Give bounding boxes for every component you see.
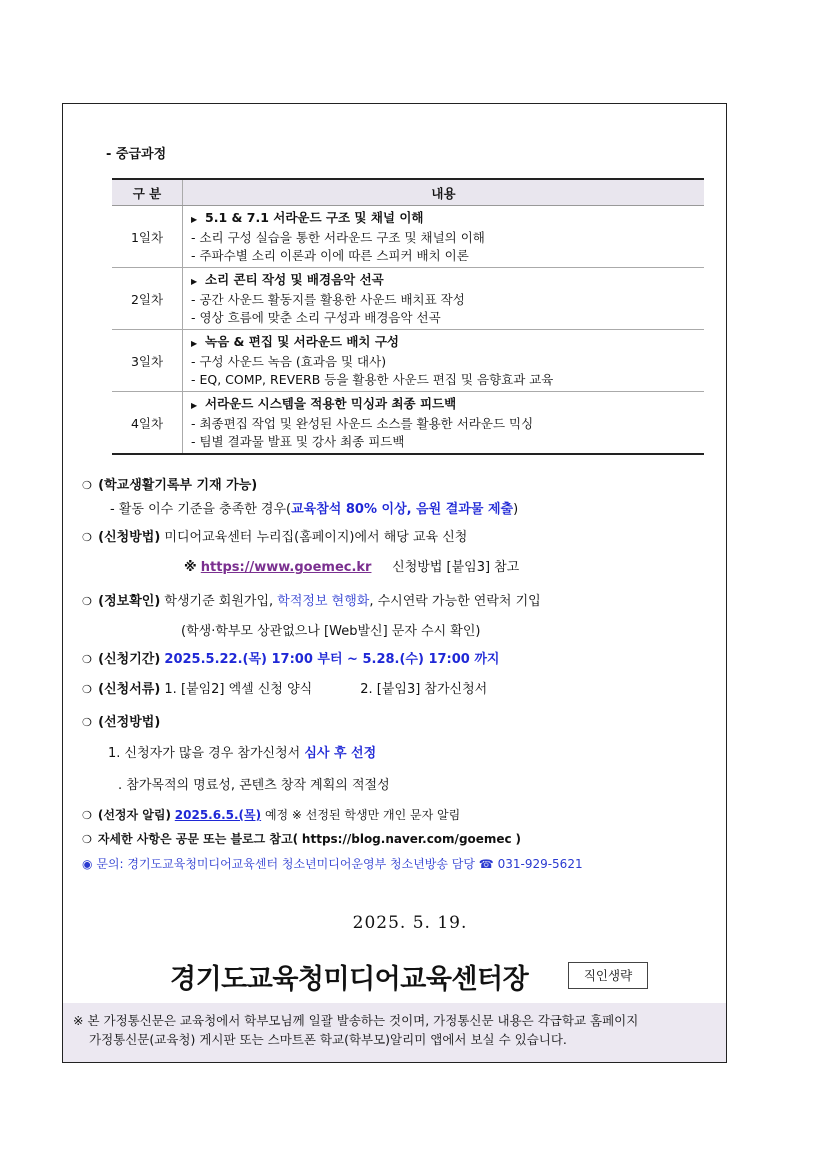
table-row [112,392,704,455]
table-row [112,206,704,268]
selection-heading: ❍ (선정방법) [82,715,161,730]
row-item: - 팀별 결과물 발표 및 강사 최종 피드백 [191,433,405,449]
column-header-content: 내용 [183,179,705,206]
circle-bullet-icon: ❍ [82,653,92,666]
record-detail: - 활동 이수 기준을 충족한 경우(교육참석 80% 이상, 음원 결과물 제출) [110,502,519,517]
row-item: - 영상 흐름에 맞춘 소리 구성과 배경음악 선곡 [191,309,441,325]
table-header-row [112,179,704,206]
apply-line: ❍ (신청방법) 미디어교육센터 누리집(홈페이지)에서 해당 교육 신청 [82,530,468,545]
selection-line2: . 참가목적의 명료성, 콘텐츠 창작 계획의 적절성 [118,778,390,793]
day-cell: 1일차 [112,206,183,268]
footer-notice [63,1003,726,1062]
row-title: ▶ 5.1 & 7.1 서라운드 구조 및 채널 이해 [191,209,704,229]
apply-note: ※ https://www.goemec.kr 신청방법 [붙임3] 참고 [184,560,520,575]
notice-line: ❍ (선정자 알림) 2025.6.5.(목) 예정 ※ 선정된 학생만 개인 문자 알림 [82,808,461,822]
docs-line: ❍ (신청서류) 1. [붙임2] 엑셀 신청 양식 2. [붙임3] 참가신청서 [82,682,488,697]
blog-link[interactable]: https://blog.naver.com/goemec [301,832,512,846]
section-title: - 중급과정 [106,147,167,162]
day-cell: 2일차 [112,268,183,330]
document-date: 2025. 5. 19. [352,913,468,933]
footer-line1: ※ 본 가정통신문은 교육청에서 학부모님께 일괄 발송하는 것이며, 가정통신문 내용은 각급학교 홈페이지 [73,1013,639,1028]
schedule-table [112,178,704,455]
row-item: - 구성 사운드 녹음 (효과음 및 대사) [191,353,387,369]
table-row [112,330,704,392]
triangle-bullet-icon: ▶ [191,338,198,348]
row-item: - 소리 구성 실습을 통한 서라운드 구조 및 채널의 이해 [191,229,485,245]
circle-bullet-icon: ❍ [82,809,92,822]
day-cell: 4일차 [112,392,183,455]
contact-line: ◉ 문의: 경기도교육청미디어교육센터 청소년미디어운영부 청소년방송 담당 ☎ 031-929-5621 [82,857,583,871]
content-cell [183,268,705,330]
info-line2: (학생·학부모 상관없으나 [Web발신] 문자 수시 확인) [181,624,481,639]
row-title: ▶ 서라운드 시스템을 적용한 믹싱과 최종 피드백 [191,395,704,415]
day-cell: 3일차 [112,330,183,392]
selection-highlight: 심사 후 선정 [304,746,377,761]
selection-line1: 1. 신청자가 많을 경우 참가신청서 심사 후 선정 [108,746,377,761]
record-heading: ❍ (학교생활기록부 기재 가능) [82,478,258,493]
row-title: ▶ 소리 콘티 작성 및 배경음악 선곡 [191,271,704,291]
detail-line: ❍ 자세한 사항은 공문 또는 블로그 참고( https://blog.naver.com/goemec ) [82,832,521,846]
stamp-omitted: 직인생략 [568,962,648,989]
column-header-day: 구 분 [112,179,183,206]
circle-bullet-icon: ❍ [82,833,92,846]
circle-bullet-icon: ❍ [82,683,92,696]
contact-mark-icon: ◉ [82,857,93,871]
circle-bullet-icon: ❍ [82,479,92,492]
row-item: - 최종편집 작업 및 완성된 사운드 소스를 활용한 서라운드 믹싱 [191,415,534,431]
notice-date: 2025.6.5.(목) [174,808,262,822]
triangle-bullet-icon: ▶ [191,276,198,286]
content-cell [183,330,705,392]
triangle-bullet-icon: ▶ [191,214,198,224]
info-line: ❍ (정보확인) 학생기준 회원가입, 학적정보 현행화, 수시연락 가능한 연락처 기입 [82,594,541,609]
content-cell [183,392,705,455]
triangle-bullet-icon: ▶ [191,400,198,410]
homepage-link[interactable]: https://www.goemec.kr [200,560,372,575]
row-title: ▶ 녹음 & 편집 및 서라운드 배치 구성 [191,333,704,353]
phone-icon: ☎ [478,857,494,871]
row-item: - EQ, COMP, REVERB 등을 활용한 사운드 편집 및 음향효과 교육 [191,371,554,387]
table-row [112,268,704,330]
row-item: - 공간 사운드 활동지를 활용한 사운드 배치표 작성 [191,291,465,307]
signature: 경기도교육청미디어교육센터장 [170,964,529,995]
circle-bullet-icon: ❍ [82,716,92,729]
period-line: ❍ (신청기간) 2025.5.22.(목) 17:00 부터 ~ 5.28.(수) 17:00 까지 [82,652,500,667]
footer-line2: 가정통신문(교육청) 게시판 또는 스마트폰 학교(학부모)알리미 앱에서 보실 수 있습니다. [89,1032,567,1047]
content-cell [183,206,705,268]
circle-bullet-icon: ❍ [82,595,92,608]
contact-phone: 031-929-5621 [497,857,583,871]
circle-bullet-icon: ❍ [82,531,92,544]
record-highlight: 교육참석 80% 이상, 음원 결과물 제출 [291,502,514,517]
period-value: 2025.5.22.(목) 17:00 부터 ~ 5.28.(수) 17:00 까지 [164,652,500,667]
info-highlight: 학적정보 현행화 [277,594,370,609]
row-item: - 주파수별 소리 이론과 이에 따른 스피커 배치 이론 [191,247,469,263]
